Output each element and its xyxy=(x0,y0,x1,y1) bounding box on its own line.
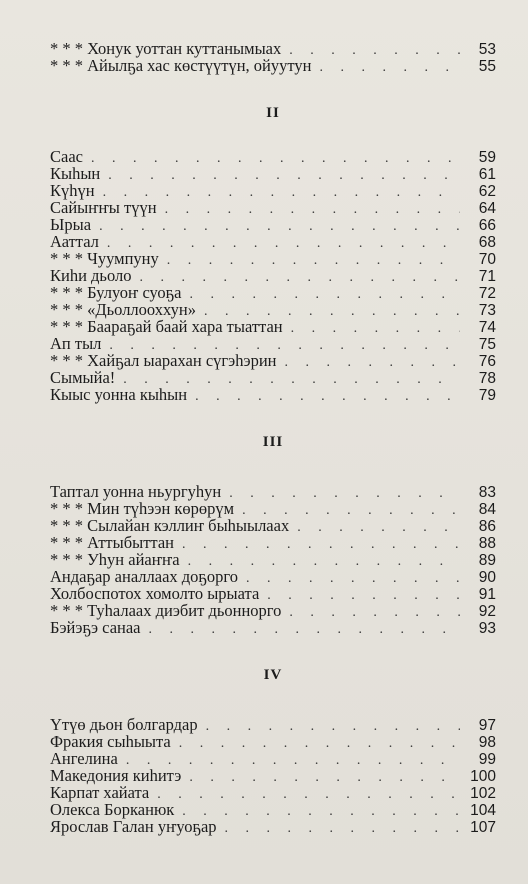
page-number: 91 xyxy=(478,586,496,603)
toc-entry xyxy=(50,733,496,750)
page-number: 71 xyxy=(478,268,496,285)
dot-leader xyxy=(246,570,460,587)
entry-title: * * * «Дьоллооххун» xyxy=(50,300,196,319)
entry-title: Үтүө дьон болгардар xyxy=(50,715,198,734)
page-number: 99 xyxy=(478,751,496,768)
page-number: 102 xyxy=(470,785,496,802)
entry-title: Андаҕар аналлаах доҕорго xyxy=(50,567,239,586)
section-heading-iv: IV xyxy=(263,667,283,683)
entry-title: Кыыс уонна кыһын xyxy=(50,385,188,404)
dot-leader xyxy=(182,803,460,820)
toc-entry xyxy=(50,602,496,619)
toc-entry xyxy=(50,551,496,568)
dot-leader xyxy=(149,621,460,638)
entry-title: Ангелина xyxy=(50,749,118,768)
entry-title: Кыһын xyxy=(50,164,101,183)
entry-title: Саас xyxy=(50,147,83,166)
entry-title: Сайыҥҥы түүн xyxy=(50,198,157,217)
page-number: 62 xyxy=(478,183,496,200)
page-number: 93 xyxy=(478,620,496,637)
entry-title: * * * Чуумпуну xyxy=(50,249,159,268)
page-number: 55 xyxy=(478,58,496,75)
page-number: 98 xyxy=(478,734,496,751)
toc-entry xyxy=(50,148,496,165)
page-number: 68 xyxy=(478,234,496,251)
dot-leader xyxy=(289,604,460,621)
dot-leader xyxy=(195,388,460,405)
toc-entry xyxy=(50,57,496,74)
toc-entry xyxy=(50,818,496,835)
page-number: 76 xyxy=(478,353,496,370)
section-2 xyxy=(50,148,496,403)
dot-leader xyxy=(189,286,460,303)
dot-leader xyxy=(289,42,460,59)
dot-leader xyxy=(284,354,460,371)
toc-entry xyxy=(50,386,496,403)
toc-entry xyxy=(50,165,496,182)
dot-leader xyxy=(157,786,460,803)
toc-entry xyxy=(50,585,496,602)
section-1 xyxy=(50,40,496,74)
toc-entry xyxy=(50,500,496,517)
toc-entry xyxy=(50,483,496,500)
entry-title: Сымыйа! xyxy=(50,368,116,387)
dot-leader xyxy=(99,218,460,235)
toc-entry xyxy=(50,568,496,585)
entry-title: * * * Баараҕай баай хара тыаттан xyxy=(50,317,283,336)
entry-title: * * * Уһун айаҥҥа xyxy=(50,550,180,569)
section-heading-iii: III xyxy=(262,434,284,450)
page-number: 73 xyxy=(478,302,496,319)
entry-title: Ырыа xyxy=(50,215,92,234)
entry-title: Ап тыл xyxy=(50,334,102,353)
toc-entry xyxy=(50,182,496,199)
dot-leader xyxy=(182,536,460,553)
toc-entry xyxy=(50,40,496,57)
entry-title: * * * Аттыбыттан xyxy=(50,533,174,552)
entry-title: Олекса Борканюк xyxy=(50,800,175,819)
toc-entry xyxy=(50,301,496,318)
entry-title: Ааттал xyxy=(50,232,99,251)
toc-entry xyxy=(50,517,496,534)
entry-title: * * * Сылайан кэллиҥ быһыылаах xyxy=(50,516,290,535)
dot-leader xyxy=(189,769,460,786)
dot-leader xyxy=(297,519,460,536)
entry-title: Фракия сыһыыта xyxy=(50,732,171,751)
entry-title: * * * Хайҕал ыарахан сүгэһэрин xyxy=(50,351,277,370)
entry-title: Киһи дьоло xyxy=(50,266,132,285)
entry-title: Таптал уонна ньургуһун xyxy=(50,482,222,501)
page-number: 88 xyxy=(478,535,496,552)
page-number: 64 xyxy=(478,200,496,217)
page-number: 84 xyxy=(478,501,496,518)
page-number: 75 xyxy=(478,336,496,353)
dot-leader xyxy=(291,320,460,337)
toc-entry xyxy=(50,284,496,301)
page-number: 59 xyxy=(478,149,496,166)
page-number: 78 xyxy=(478,370,496,387)
toc-entry xyxy=(50,619,496,636)
entry-title: Бэйэҕэ санаа xyxy=(50,618,141,637)
page-number: 107 xyxy=(470,819,496,836)
page-number: 86 xyxy=(478,518,496,535)
toc-entry xyxy=(50,750,496,767)
page-number: 66 xyxy=(478,217,496,234)
page-number: 74 xyxy=(478,319,496,336)
toc-entry xyxy=(50,352,496,369)
entry-title: * * * Булуоҥ суоҕа xyxy=(50,283,182,302)
toc-entry xyxy=(50,369,496,386)
toc-entry xyxy=(50,267,496,284)
page-number: 90 xyxy=(478,569,496,586)
entry-title: Карпат хайата xyxy=(50,783,150,802)
entry-title: Күһүн xyxy=(50,181,95,200)
dot-leader xyxy=(229,485,460,502)
entry-title: * * * Туһалаах диэбит дьоннорго xyxy=(50,601,282,620)
toc-entry xyxy=(50,801,496,818)
entry-title: * * * Айылҕа хас көстүүтүн, ойуутун xyxy=(50,56,312,75)
page-number: 100 xyxy=(470,768,496,785)
toc-entry xyxy=(50,784,496,801)
page-number: 92 xyxy=(478,603,496,620)
page-number: 61 xyxy=(478,166,496,183)
dot-leader xyxy=(165,201,460,218)
page-number: 70 xyxy=(478,251,496,268)
toc-entry xyxy=(50,216,496,233)
dot-leader xyxy=(179,735,460,752)
page-number: 97 xyxy=(478,717,496,734)
page-number: 104 xyxy=(470,802,496,819)
entry-title: Холбоспотох хомолто ырыата xyxy=(50,584,260,603)
dot-leader xyxy=(107,235,460,252)
dot-leader xyxy=(108,167,460,184)
page-number: 83 xyxy=(478,484,496,501)
page-number: 53 xyxy=(478,41,496,58)
dot-leader xyxy=(91,150,460,167)
entry-title: * * * Мин түһээн көрөрүм xyxy=(50,499,235,518)
toc-entry xyxy=(50,199,496,216)
toc-entry xyxy=(50,534,496,551)
toc-entry xyxy=(50,767,496,784)
entry-title: * * * Хонук уоттан куттанымыах xyxy=(50,39,282,58)
section-heading-ii: II xyxy=(266,105,280,121)
dot-leader xyxy=(319,59,460,76)
toc-entry xyxy=(50,318,496,335)
dot-leader xyxy=(267,587,460,604)
page-number: 72 xyxy=(478,285,496,302)
dot-leader xyxy=(139,269,460,286)
page-number: 89 xyxy=(478,552,496,569)
dot-leader xyxy=(225,820,460,837)
section-3 xyxy=(50,483,496,636)
section-4 xyxy=(50,716,496,835)
toc-entry xyxy=(50,233,496,250)
dot-leader xyxy=(167,252,460,269)
page-number: 79 xyxy=(478,387,496,404)
entry-title: Македония киһитэ xyxy=(50,766,182,785)
toc-entry xyxy=(50,716,496,733)
toc-entry xyxy=(50,250,496,267)
toc-entry xyxy=(50,335,496,352)
dot-leader xyxy=(206,718,460,735)
entry-title: Ярослав Галан уҥуоҕар xyxy=(50,817,217,836)
